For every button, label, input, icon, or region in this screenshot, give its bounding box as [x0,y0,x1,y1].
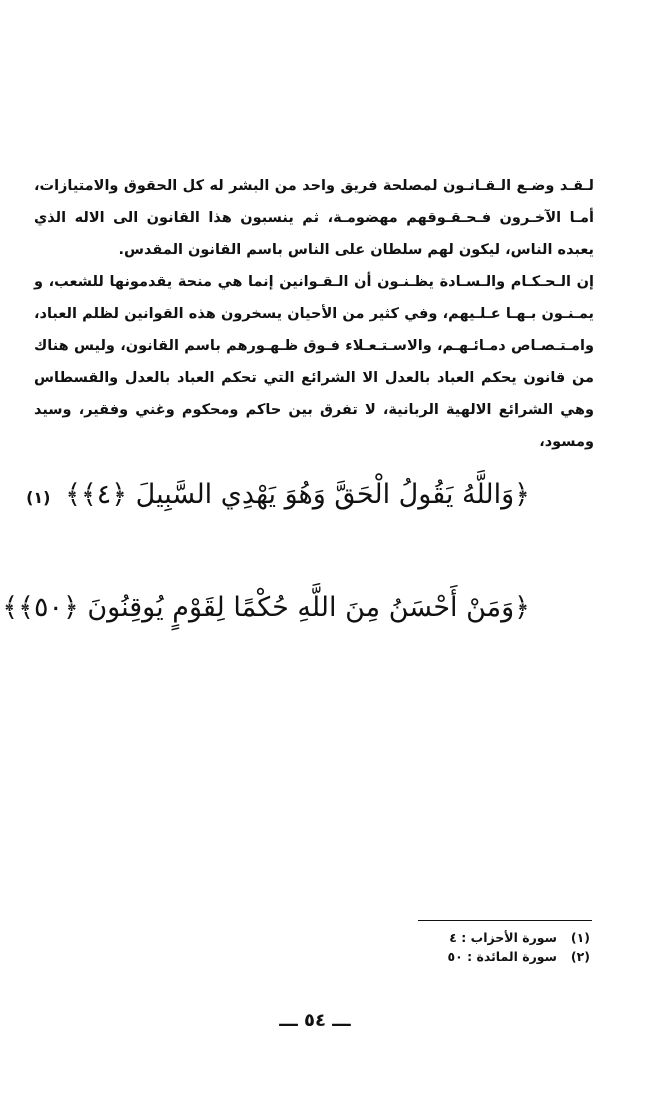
footnote-2-text: سورة المائدة : ٥٠ [447,949,557,964]
quran-verse-2 [2,588,530,631]
footnote-2 [390,947,590,966]
verse-1-footnote-ref: (١) [26,488,51,507]
page-number: ـــ ٥٤ ـــ [279,1010,351,1031]
verse-2-text: ﴿وَمَنْ أَحْسَنُ مِنَ اللَّهِ حُكْمًا لِقَوْمٍ يُوقِنُونَ ﴿٥٠﴾﴾ [2,592,530,623]
footnote-2-number: (٢) [570,949,590,964]
footnote-1-number: (١) [570,930,590,945]
verse-1-text: ﴿وَاللَّهُ يَقُولُ الْحَقَّ وَهُوَ يَهْدِي السَّبِيلَ ﴿٤﴾﴾ [65,479,530,510]
footnote-divider [418,920,592,921]
quran-verse-1 [26,475,530,518]
paragraph-2: إن الـحـكـام والـسـادة يظـنـون أن الـقـوانين إنما هي منحة يقدمونها للشعب، و يمـنـون بـهـا عـلـيهم، وفي كثير من الأحيان يسخرون هذه القوانين لظلم العباد، وامـتـصـاص دمـائـهـم، والاسـتـعـلاء فـوق ظـهـورهم باسم القانون، وليس هناك من قانون يحكم العباد بالعدل الا الشرائع التي تحكم العباد بالعدل والقسطاس وهي الشرائع الالهية الربانية، لا تفرق بين حاكم ومحكوم وغني وفقير، وسيد ومسود، [34,274,594,450]
footnote-1-text: سورة الأحزاب : ٤ [449,930,557,945]
paragraph-1: لـقـد وضـع الـقـانـون لمصلحة فريق واحد من البشر له كل الحقوق والامتيازات، أمـا الآخـرون فـحـقـوقهم مهضومـة، ثم ينسبون هذا القانون الى الاله الذي يعبده الناس، ليكون لهم سلطان على الناس باسم القانون المقدس. [34,178,594,258]
footnote-1 [390,928,590,947]
footnotes [390,928,590,966]
